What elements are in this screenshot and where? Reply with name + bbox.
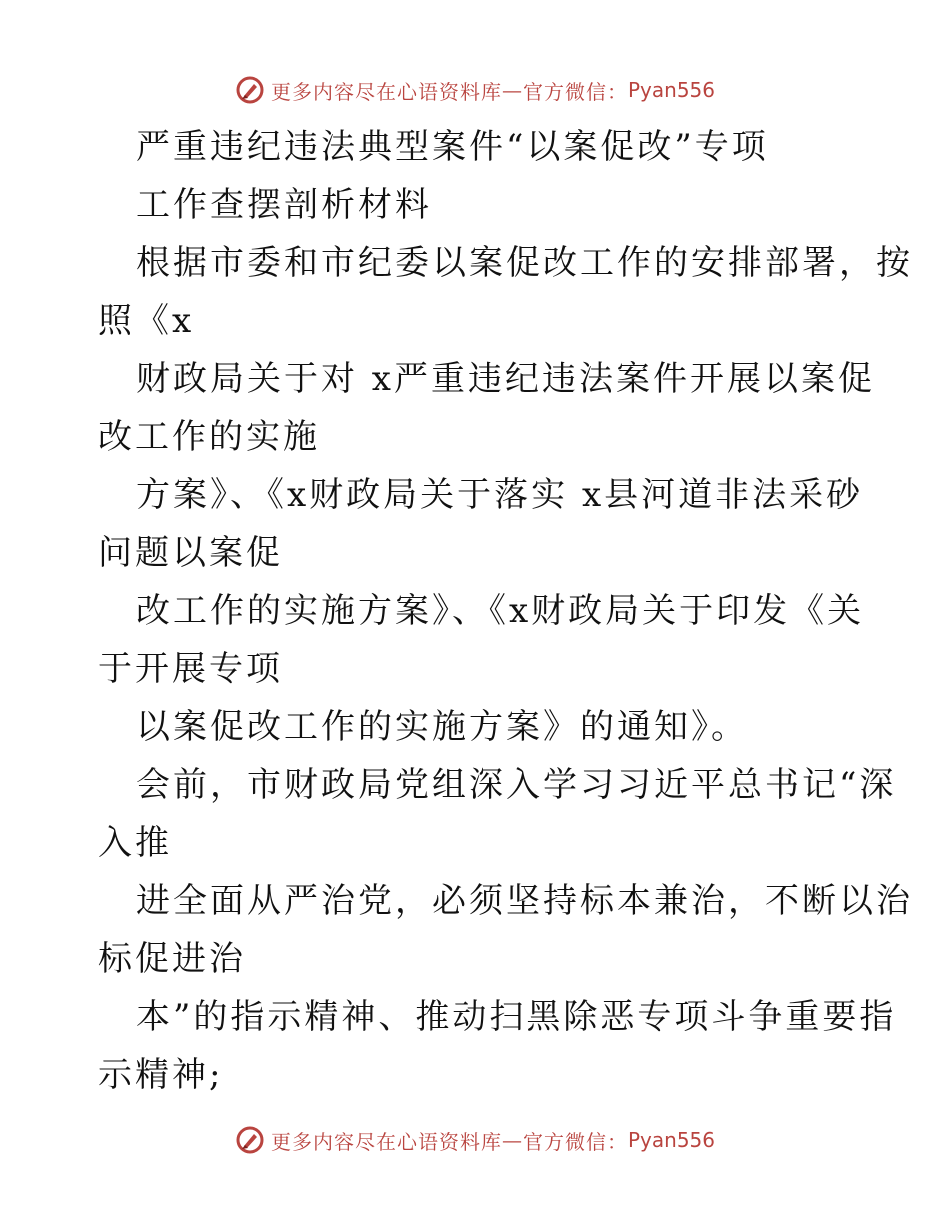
text-line: 改工作的实施 xyxy=(98,417,320,457)
text-line: 入推 xyxy=(98,823,172,863)
watermark-wechat-label: 官方微信： xyxy=(522,79,628,104)
text-line: 方案》、《x财政局关于落实 x县河道非法采砂 xyxy=(136,475,864,515)
text-line: 财政局关于对 x严重违纪违法案件开展以案促 xyxy=(136,359,875,399)
document-body xyxy=(98,118,913,1104)
pen-nib-logo-icon xyxy=(235,75,265,105)
watermark-wechat-id: Pyan556 xyxy=(627,1128,715,1152)
header-watermark xyxy=(0,72,950,108)
text-line: 标促进治 xyxy=(98,939,246,979)
text-line: 改工作的实施方案》、《x财政局关于印发《关 xyxy=(136,591,865,631)
watermark-main-text: 更多内容尽在心语资料库 xyxy=(270,79,502,104)
watermark-separator: — xyxy=(501,78,523,102)
text-line: 进全面从严治党，必须坚持标本兼治，不断以治 xyxy=(136,881,913,921)
watermark-wechat-id: Pyan556 xyxy=(627,78,715,102)
watermark-separator: — xyxy=(501,1128,523,1152)
text-line: 以案促改工作的实施方案》的通知》。 xyxy=(136,707,748,747)
text-line: 照《x xyxy=(98,301,195,341)
watermark-wechat-label: 官方微信： xyxy=(522,1129,628,1154)
footer-watermark xyxy=(0,1122,950,1158)
text-line: 于开展专项 xyxy=(98,649,283,689)
text-line: 严重违纪违法典型案件“以案促改”专项 xyxy=(136,127,769,167)
pen-nib-logo-icon xyxy=(235,1125,265,1155)
text-line: 本”的指示精神、推动扫黑除恶专项斗争重要指 xyxy=(136,997,897,1037)
watermark-main-text: 更多内容尽在心语资料库 xyxy=(270,1129,502,1154)
text-line: 工作查摆剖析材料 xyxy=(136,185,432,225)
text-line: 问题以案促 xyxy=(98,533,283,573)
text-line: 示精神; xyxy=(98,1055,224,1095)
text-line: 根据市委和市纪委以案促改工作的安排部署，按 xyxy=(136,243,913,283)
text-line: 会前，市财政局党组深入学习习近平总书记“深 xyxy=(136,765,897,805)
